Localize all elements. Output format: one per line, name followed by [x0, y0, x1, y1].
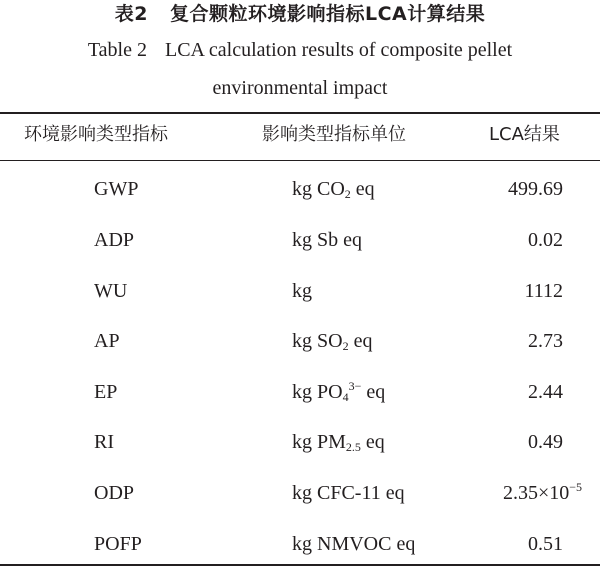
unit-cell [292, 480, 405, 506]
unit-subscript: 4 [342, 390, 349, 404]
unit-text: kg Sb eq [292, 229, 362, 251]
table-title-en-line1: LCA calculation results of composite pellet [165, 39, 513, 61]
lca-result-cell [524, 278, 563, 304]
table-row [0, 429, 600, 455]
unit-superscript: 3− [348, 379, 362, 393]
header-lca-result: LCA结果 [489, 124, 560, 145]
table-row [0, 227, 600, 253]
table-row [0, 379, 600, 405]
table-title-en-line2: environmental impact [212, 77, 388, 99]
unit-cell [292, 278, 312, 304]
unit-subscript: 2 [344, 187, 351, 201]
unit-cell [292, 531, 415, 557]
indicator-cell: AP [94, 330, 120, 352]
table-row [0, 328, 600, 354]
value-exponent: −5 [569, 480, 582, 494]
table-caption-cn [0, 2, 600, 26]
table-bottom-rule [0, 564, 600, 566]
lca-value: 2.73 [528, 330, 563, 352]
table-top-rule [0, 112, 600, 114]
unit-text: kg CO [292, 178, 345, 200]
unit-suffix: eq [361, 381, 386, 403]
table-number-cn: 表2 [114, 3, 148, 25]
unit-text: kg SO [292, 330, 343, 352]
lca-value: 2.44 [528, 381, 563, 403]
lca-value: 1112 [524, 280, 563, 302]
unit-text: kg CFC-11 eq [292, 482, 405, 504]
lca-result-cell [508, 176, 563, 202]
table-title-cn: 复合颗粒环境影响指标LCA计算结果 [169, 3, 486, 25]
lca-value: 0.02 [528, 229, 563, 251]
unit-cell [292, 379, 385, 405]
lca-result-cell [528, 429, 563, 455]
unit-cell [292, 176, 375, 202]
indicator-cell: POFP [94, 533, 142, 555]
table-row [0, 480, 600, 506]
table-row [0, 176, 600, 202]
indicator-cell: ODP [94, 482, 135, 504]
header-indicator-unit: 影响类型指标单位 [262, 124, 406, 145]
unit-subscript: 2.5 [345, 440, 361, 454]
indicator-cell: WU [94, 280, 128, 302]
unit-cell [292, 429, 385, 455]
table-header-rule [0, 160, 600, 161]
lca-result-cell [528, 328, 563, 354]
header-indicator-type: 环境影响类型指标 [24, 124, 168, 145]
unit-text: kg [292, 280, 312, 302]
indicator-cell: RI [94, 431, 114, 453]
lca-result-cell [528, 531, 563, 557]
table-row [0, 278, 600, 304]
unit-suffix: eq [350, 178, 375, 200]
unit-subscript: 2 [342, 339, 349, 353]
table-number-en: Table 2 [87, 39, 147, 61]
unit-suffix: eq [348, 330, 373, 352]
lca-value: 0.49 [528, 431, 563, 453]
lca-result-cell [528, 227, 563, 253]
table-caption-en [0, 38, 600, 62]
unit-suffix: eq [360, 431, 385, 453]
indicator-cell: GWP [94, 178, 139, 200]
lca-value: 0.51 [528, 533, 563, 555]
lca-value: 499.69 [508, 178, 563, 200]
lca-result-cell [503, 480, 582, 506]
lca-value: 2.35×10 [502, 482, 570, 504]
unit-cell [292, 328, 372, 354]
lca-result-cell [528, 379, 563, 405]
unit-text: kg PM [292, 431, 346, 453]
indicator-cell: ADP [94, 229, 135, 251]
indicator-cell: EP [94, 381, 118, 403]
table-row [0, 531, 600, 557]
unit-cell [292, 227, 362, 253]
unit-text: kg PO [292, 381, 343, 403]
unit-text: kg NMVOC eq [292, 533, 416, 555]
